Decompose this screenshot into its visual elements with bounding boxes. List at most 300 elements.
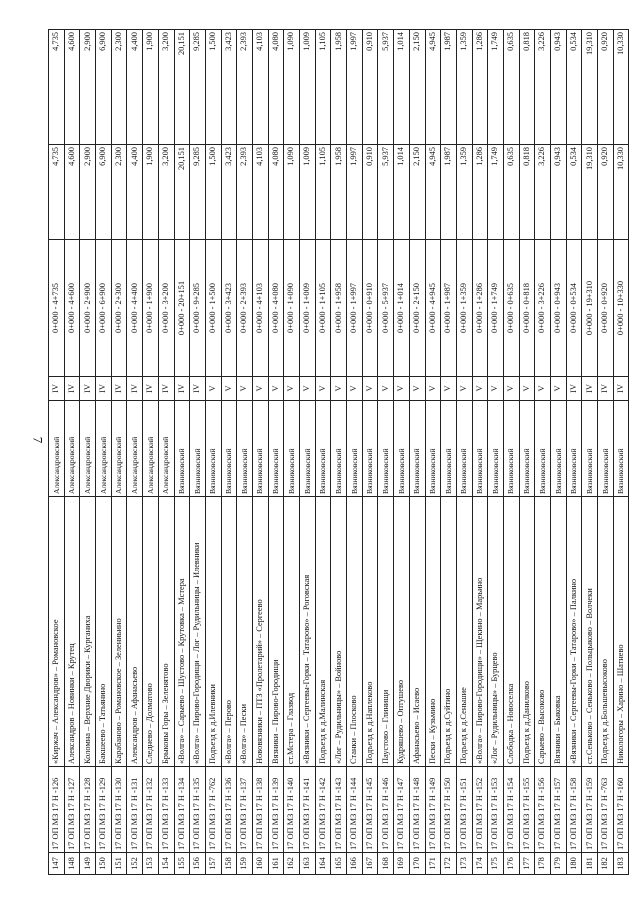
kilometer-range: 0+000 - 4+080 (268, 240, 284, 377)
kilometer-range: 0+000 - 2+393 (237, 240, 253, 377)
road-code: 17 ОП МЗ 17 Н -135 (190, 767, 206, 853)
row-number: 169 (394, 853, 410, 875)
road-code: 17 ОП МЗ 17 Н -155 (519, 767, 535, 853)
length-surface: 1,009 (300, 30, 316, 145)
length-surface: 4,735 (49, 30, 65, 145)
row-number: 170 (409, 853, 425, 875)
road-name: Александров – Афанасьево (127, 497, 143, 767)
length-surface: 1,900 (143, 30, 159, 145)
length-total: 1,009 (300, 145, 316, 240)
road-name: Сарыево – Высоково (535, 497, 551, 767)
road-category: IV (613, 377, 629, 401)
length-total: 1,105 (315, 145, 331, 240)
row-number: 159 (237, 853, 253, 875)
district-name: Вязниковский (221, 401, 237, 497)
table-row (300, 30, 316, 875)
kilometer-range: 0+000 - 1+105 (315, 240, 331, 377)
road-category: IV (598, 377, 614, 401)
length-total: 5,937 (378, 145, 394, 240)
length-total: 6,900 (96, 145, 112, 240)
row-number: 149 (80, 853, 96, 875)
road-code: 17 ОП МЗ 17 Н -146 (378, 767, 394, 853)
road-code: 17 ОП МЗ 17 Н -127 (64, 767, 80, 853)
district-name: Александровский (96, 401, 112, 497)
length-surface: 9,285 (190, 30, 206, 145)
road-code: 17 ОП МЗ 17 Н -151 (456, 767, 472, 853)
road-category: IV (566, 377, 582, 401)
road-code: 17 ОП МЗ 17 Н -126 (49, 767, 65, 853)
road-name: Подъезд к д.Данилково (519, 497, 535, 767)
district-name: Вязниковский (300, 401, 316, 497)
road-category: IV (111, 377, 127, 401)
road-code: 17 ОП МЗ 17 Н -130 (111, 767, 127, 853)
road-name: Следнево – Долматово (143, 497, 159, 767)
road-name: «Вязники – Сергеевы-Горки – Татарово» – Палкино (566, 497, 582, 767)
district-name: Вязниковский (472, 401, 488, 497)
row-number: 157 (205, 853, 221, 875)
district-name: Вязниковский (503, 401, 519, 497)
row-number: 152 (127, 853, 143, 875)
table-row (49, 30, 65, 875)
kilometer-range: 0+000 - 1+286 (472, 240, 488, 377)
row-number: 176 (503, 853, 519, 875)
road-name: «Волга» – Пирово-Городищи – Лог – Рудильницы – Илевники (190, 497, 206, 767)
road-name: «Волга» – Пески (237, 497, 253, 767)
kilometer-range: 0+000 - 10+330 (613, 240, 629, 377)
rotated-table-container (48, 30, 626, 875)
district-name: Вязниковский (566, 401, 582, 497)
road-name: «Лог – Рудильницы» – Войново (331, 497, 347, 767)
length-total: 3,226 (535, 145, 551, 240)
kilometer-range: 0+000 - 2+300 (111, 240, 127, 377)
kilometer-range: 0+000 - 6+900 (96, 240, 112, 377)
district-name: Вязниковский (582, 401, 598, 497)
kilometer-range: 0+000 - 19+310 (582, 240, 598, 377)
district-name: Вязниковский (268, 401, 284, 497)
kilometer-range: 0+000 - 1+014 (394, 240, 410, 377)
road-code: 17 ОП МЗ 17 Н -136 (221, 767, 237, 853)
length-total: 1,286 (472, 145, 488, 240)
kilometer-range: 0+000 - 1+009 (300, 240, 316, 377)
district-name: Вязниковский (284, 401, 300, 497)
row-number: 178 (535, 853, 551, 875)
table-row (347, 30, 363, 875)
row-number: 179 (551, 853, 567, 875)
table-row (174, 30, 190, 875)
row-number: 155 (174, 853, 190, 875)
row-number: 180 (566, 853, 582, 875)
length-total: 2,393 (237, 145, 253, 240)
table-row (582, 30, 598, 875)
district-name: Вязниковский (331, 401, 347, 497)
length-total: 4,400 (127, 145, 143, 240)
road-name: Подъезд к д.Малинская (315, 497, 331, 767)
length-total: 0,920 (598, 145, 614, 240)
length-total: 0,818 (519, 145, 535, 240)
kilometer-range: 0+000 - 3+226 (535, 240, 551, 377)
roads-table (48, 29, 629, 875)
row-number: 154 (158, 853, 174, 875)
kilometer-range: 0+000 - 4+735 (49, 240, 65, 377)
district-name: Александровский (143, 401, 159, 497)
road-name: Никологоры – Харино – Шатнево (613, 497, 629, 767)
road-code: 17 ОП МЗ 17 Н -147 (394, 767, 410, 853)
document-page (48, 30, 626, 875)
length-total: 1,997 (347, 145, 363, 240)
length-surface: 2,300 (111, 30, 127, 145)
road-category: IV (49, 377, 65, 401)
road-code: 17 ОП МЗ 17 Н -134 (174, 767, 190, 853)
road-category: V (268, 377, 284, 401)
table-row (143, 30, 159, 875)
length-surface: 1,500 (205, 30, 221, 145)
table-row (566, 30, 582, 875)
district-name: Вязниковский (237, 401, 253, 497)
length-surface: 1,105 (315, 30, 331, 145)
table-row (331, 30, 347, 875)
road-name: «Киржач – Александров» – Романовское (49, 497, 65, 767)
road-name: Брыковы Горы – Зеленятово (158, 497, 174, 767)
length-total: 1,014 (394, 145, 410, 240)
table-row (127, 30, 143, 875)
length-surface: 0,920 (598, 30, 614, 145)
length-surface: 3,226 (535, 30, 551, 145)
kilometer-range: 0+000 - 4+600 (64, 240, 80, 377)
road-name: Слободка – Новоселка (503, 497, 519, 767)
page-number: 7 (30, 436, 46, 444)
road-category: IV (127, 377, 143, 401)
length-surface: 1,359 (456, 30, 472, 145)
kilometer-range: 0+000 - 0+818 (519, 240, 535, 377)
length-surface: 5,937 (378, 30, 394, 145)
road-code: 17 ОП МЗ 17 Н -129 (96, 767, 112, 853)
length-total: 1,749 (488, 145, 504, 240)
row-number: 183 (613, 853, 629, 875)
district-name: Вязниковский (441, 401, 457, 497)
length-surface: 1,749 (488, 30, 504, 145)
kilometer-range: 0+000 - 1+997 (347, 240, 363, 377)
length-surface: 0,534 (566, 30, 582, 145)
district-name: Вязниковский (535, 401, 551, 497)
length-total: 3,423 (221, 145, 237, 240)
road-code: 17 ОП МЗ 17 Н -143 (331, 767, 347, 853)
length-total: 0,635 (503, 145, 519, 240)
road-code: 17 ОП МЗ 17 Н -140 (284, 767, 300, 853)
road-code: 17 ОП МЗ 17 Н -128 (80, 767, 96, 853)
road-category: IV (96, 377, 112, 401)
length-total: 4,103 (252, 145, 268, 240)
kilometer-range: 0+000 - 1+749 (488, 240, 504, 377)
table-row (64, 30, 80, 875)
road-code: 17 ОП МЗ 17 Н -141 (300, 767, 316, 853)
table-row (190, 30, 206, 875)
table-row (315, 30, 331, 875)
length-surface: 4,080 (268, 30, 284, 145)
row-number: 147 (49, 853, 65, 875)
road-code: 17 ОП МЗ 17 Н -762 (205, 767, 221, 853)
kilometer-range: 0+000 - 1+500 (205, 240, 221, 377)
row-number: 162 (284, 853, 300, 875)
length-total: 1,900 (143, 145, 159, 240)
road-code: 17 ОП МЗ 17 Н -145 (362, 767, 378, 853)
district-name: Вязниковский (519, 401, 535, 497)
road-name: Паустово – Глинищи (378, 497, 394, 767)
kilometer-range: 0+000 - 20+151 (174, 240, 190, 377)
length-surface: 1,987 (441, 30, 457, 145)
kilometer-range: 0+000 - 1+958 (331, 240, 347, 377)
road-code: 17 ОП МЗ 17 Н -153 (488, 767, 504, 853)
road-name: Кудряшево – Оптушево (394, 497, 410, 767)
length-surface: 4,400 (127, 30, 143, 145)
row-number: 151 (111, 853, 127, 875)
kilometer-range: 0+000 - 2+150 (409, 240, 425, 377)
kilometer-range: 0+000 - 9+285 (190, 240, 206, 377)
road-name: Вязники – Быковка (551, 497, 567, 767)
district-name: Вязниковский (488, 401, 504, 497)
road-category: V (535, 377, 551, 401)
road-category: V (503, 377, 519, 401)
district-name: Вязниковский (347, 401, 363, 497)
road-code: 17 ОП МЗ 17 Н -149 (425, 767, 441, 853)
length-total: 1,090 (284, 145, 300, 240)
row-number: 161 (268, 853, 284, 875)
table-row (221, 30, 237, 875)
road-name: Станки – Плосково (347, 497, 363, 767)
district-name: Вязниковский (362, 401, 378, 497)
road-category: V (409, 377, 425, 401)
road-name: «Лог – Рудильницы» – Бурцево (488, 497, 504, 767)
road-name: Пески – Кузьмино (425, 497, 441, 767)
length-total: 0,943 (551, 145, 567, 240)
road-category: V (362, 377, 378, 401)
road-name: Подъезд к д.Большевысоково (598, 497, 614, 767)
road-category: V (252, 377, 268, 401)
table-row (111, 30, 127, 875)
length-surface: 2,900 (80, 30, 96, 145)
district-name: Вязниковский (598, 401, 614, 497)
district-name: Вязниковский (205, 401, 221, 497)
length-surface: 3,423 (221, 30, 237, 145)
table-row (551, 30, 567, 875)
road-name: ст.Мстера – Глазвод (284, 497, 300, 767)
road-category: IV (582, 377, 598, 401)
road-code: 17 ОП МЗ 17 Н -148 (409, 767, 425, 853)
road-category: V (472, 377, 488, 401)
district-name: Александровский (80, 401, 96, 497)
table-row (237, 30, 253, 875)
road-category: V (456, 377, 472, 401)
table-row (394, 30, 410, 875)
road-category: V (488, 377, 504, 401)
table-row (80, 30, 96, 875)
road-code: 17 ОП МЗ 17 Н -159 (582, 767, 598, 853)
length-total: 3,200 (158, 145, 174, 240)
length-total: 0,910 (362, 145, 378, 240)
road-category: IV (158, 377, 174, 401)
row-number: 175 (488, 853, 504, 875)
row-number: 172 (441, 853, 457, 875)
road-name: Подъезд к д.Наплеково (362, 497, 378, 767)
length-total: 9,285 (190, 145, 206, 240)
length-total: 1,500 (205, 145, 221, 240)
road-category: V (441, 377, 457, 401)
row-number: 164 (315, 853, 331, 875)
length-surface: 4,103 (252, 30, 268, 145)
kilometer-range: 0+000 - 3+200 (158, 240, 174, 377)
kilometer-range: 0+000 - 1+359 (456, 240, 472, 377)
road-category: IV (64, 377, 80, 401)
length-surface: 1,286 (472, 30, 488, 145)
road-category: IV (143, 377, 159, 401)
district-name: Вязниковский (174, 401, 190, 497)
length-total: 4,945 (425, 145, 441, 240)
road-category: V (378, 377, 394, 401)
table-row (252, 30, 268, 875)
road-name: Подъезд к д.Суйтино (441, 497, 457, 767)
table-row (205, 30, 221, 875)
road-name: Вязники – Пирово-Городищи (268, 497, 284, 767)
length-surface: 1,958 (331, 30, 347, 145)
row-number: 171 (425, 853, 441, 875)
length-surface: 6,900 (96, 30, 112, 145)
length-total: 20,151 (174, 145, 190, 240)
table-row (488, 30, 504, 875)
road-category: V (315, 377, 331, 401)
length-total: 2,150 (409, 145, 425, 240)
table-row (613, 30, 629, 875)
length-total: 4,735 (49, 145, 65, 240)
road-name: «Вязники – Сергеевы-Горки – Татарово» – Роговская (300, 497, 316, 767)
district-name: Вязниковский (315, 401, 331, 497)
row-number: 168 (378, 853, 394, 875)
road-category: IV (80, 377, 96, 401)
road-name: Подъезд к д.Илевники (205, 497, 221, 767)
kilometer-range: 0+000 - 4+945 (425, 240, 441, 377)
road-name: Подъезд к д.Сеньшие (456, 497, 472, 767)
row-number: 173 (456, 853, 472, 875)
road-category: V (331, 377, 347, 401)
road-code: 17 ОП МЗ 17 Н -137 (237, 767, 253, 853)
district-name: Вязниковский (190, 401, 206, 497)
road-code: 17 ОП МЗ 17 Н -138 (252, 767, 268, 853)
road-code: 17 ОП МЗ 17 Н -150 (441, 767, 457, 853)
table-row (268, 30, 284, 875)
row-number: 158 (221, 853, 237, 875)
length-surface: 20,151 (174, 30, 190, 145)
road-category: V (221, 377, 237, 401)
table-row (362, 30, 378, 875)
kilometer-range: 0+000 - 1+900 (143, 240, 159, 377)
length-total: 2,300 (111, 145, 127, 240)
district-name: Александровский (158, 401, 174, 497)
district-name: Вязниковский (456, 401, 472, 497)
row-number: 167 (362, 853, 378, 875)
row-number: 156 (190, 853, 206, 875)
table-row (598, 30, 614, 875)
road-code: 17 ОП МЗ 17 Н -139 (268, 767, 284, 853)
road-code: 17 ОП МЗ 17 Н -132 (143, 767, 159, 853)
kilometer-range: 0+000 - 1+090 (284, 240, 300, 377)
road-category: V (284, 377, 300, 401)
kilometer-range: 0+000 - 4+103 (252, 240, 268, 377)
length-surface: 1,014 (394, 30, 410, 145)
length-surface: 0,635 (503, 30, 519, 145)
road-name: Карабаново – Романовское – Зелениьино (111, 497, 127, 767)
district-name: Александровский (64, 401, 80, 497)
road-name: Бакшеево – Татьянино (96, 497, 112, 767)
length-surface: 10,330 (613, 30, 629, 145)
length-surface: 4,600 (64, 30, 80, 145)
kilometer-range: 0+000 - 0+920 (598, 240, 614, 377)
district-name: Вязниковский (613, 401, 629, 497)
length-surface: 19,310 (582, 30, 598, 145)
district-name: Вязниковский (378, 401, 394, 497)
kilometer-range: 0+000 - 0+910 (362, 240, 378, 377)
table-row (284, 30, 300, 875)
district-name: Вязниковский (425, 401, 441, 497)
length-total: 1,958 (331, 145, 347, 240)
district-name: Вязниковский (394, 401, 410, 497)
road-code: 17 ОП МЗ 17 Н -157 (551, 767, 567, 853)
road-category: V (205, 377, 221, 401)
district-name: Вязниковский (409, 401, 425, 497)
road-code: 17 ОП МЗ 17 Н -133 (158, 767, 174, 853)
table-row (409, 30, 425, 875)
road-name: ст.Сеньково – Сеньково – Польцыково – Волчеки (582, 497, 598, 767)
length-total: 2,900 (80, 145, 96, 240)
road-category: V (300, 377, 316, 401)
road-category: V (519, 377, 535, 401)
table-row (441, 30, 457, 875)
length-surface: 1,997 (347, 30, 363, 145)
row-number: 148 (64, 853, 80, 875)
road-name: Нововязники – ПТЗ «Пролетарий» – Сергеево (252, 497, 268, 767)
district-name: Вязниковский (252, 401, 268, 497)
length-total: 0,534 (566, 145, 582, 240)
road-code: 17 ОП МЗ 17 Н -158 (566, 767, 582, 853)
road-code: 17 ОП МЗ 17 Н -160 (613, 767, 629, 853)
kilometer-range: 0+000 - 3+423 (221, 240, 237, 377)
row-number: 163 (300, 853, 316, 875)
row-number: 166 (347, 853, 363, 875)
length-surface: 0,943 (551, 30, 567, 145)
road-category: V (394, 377, 410, 401)
length-total: 1,987 (441, 145, 457, 240)
length-total: 10,330 (613, 145, 629, 240)
road-code: 17 ОП МЗ 17 Н -763 (598, 767, 614, 853)
length-surface: 0,910 (362, 30, 378, 145)
road-category: V (237, 377, 253, 401)
district-name: Александровский (111, 401, 127, 497)
road-name: «Волга» – Перово (221, 497, 237, 767)
road-code: 17 ОП МЗ 17 Н -152 (472, 767, 488, 853)
table-row (535, 30, 551, 875)
length-total: 4,080 (268, 145, 284, 240)
length-total: 4,600 (64, 145, 80, 240)
kilometer-range: 0+000 - 1+987 (441, 240, 457, 377)
table-row (472, 30, 488, 875)
length-surface: 0,818 (519, 30, 535, 145)
table-row (503, 30, 519, 875)
length-surface: 3,200 (158, 30, 174, 145)
road-code: 17 ОП МЗ 17 Н -154 (503, 767, 519, 853)
length-surface: 1,090 (284, 30, 300, 145)
road-category: V (347, 377, 363, 401)
kilometer-range: 0+000 - 2+900 (80, 240, 96, 377)
table-row (425, 30, 441, 875)
row-number: 182 (598, 853, 614, 875)
district-name: Вязниковский (551, 401, 567, 497)
